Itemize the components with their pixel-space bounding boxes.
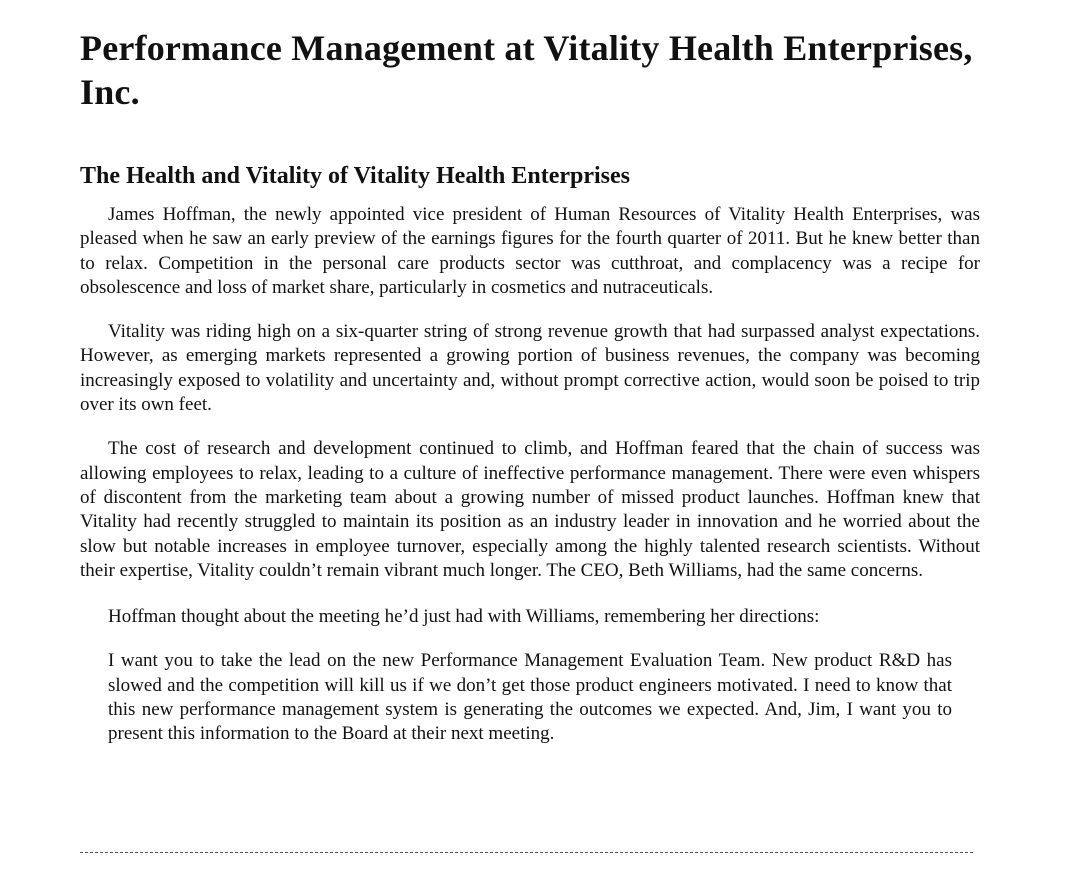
paragraph-3: The cost of research and development continued to climb, and Hoffman feared that the chain of success was allowing employees to relax, leading to a culture of ineffective performance management. There were even whispers of discontent from the marketing team about a growing number of missed product launches. Hoffman knew that Vitality had recently struggled to maintain its position as an industry leader in innovation and he worried about the slow but notable increases in employee turnover, especially among the highly talented research scientists. Without their expertise, Vitality couldn’t remain vibrant much longer. The CEO, Beth Williams, had the same concerns. [80, 438, 980, 581]
block-quote: I want you to take the lead on the new Performance Management Evaluation Team. New product R&D has slowed and the competition will kill us if we don’t get those product engineers motivated. I need to know that this new performance management system is generating the outcomes we expected. And, Jim, I want you to present this information to the Board at their next meeting. [108, 650, 952, 745]
paragraph-1: James Hoffman, the newly appointed vice president of Human Resources of Vitality Health Enterprises, was pleased when he saw an early preview of the earnings figures for the fourth quarter of 2011. But he knew better than to relax. Competition in the personal care products sector was cutthroat, and complacency was a recipe for obsolescence and loss of market share, particularly in cosmetics and nutraceuticals. [80, 204, 980, 298]
document-title: Performance Management at Vitality Health Enterprises, Inc. [80, 28, 973, 112]
paragraph-2: Vitality was riding high on a six-quarter string of strong revenue growth that had surpassed analyst expectations. However, as emerging markets represented a growing portion of business revenues, the company was becoming increasingly exposed to volatility and uncertainty and, without prompt corrective action, would soon be poised to trip over its own feet. [80, 321, 980, 416]
paragraph-4: Hoffman thought about the meeting he’d just had with Williams, remembering her directions: [108, 606, 820, 628]
document-page [80, 26, 980, 747]
section-heading: The Health and Vitality of Vitality Health Enterprises [80, 163, 630, 189]
separator-rule [80, 852, 973, 853]
